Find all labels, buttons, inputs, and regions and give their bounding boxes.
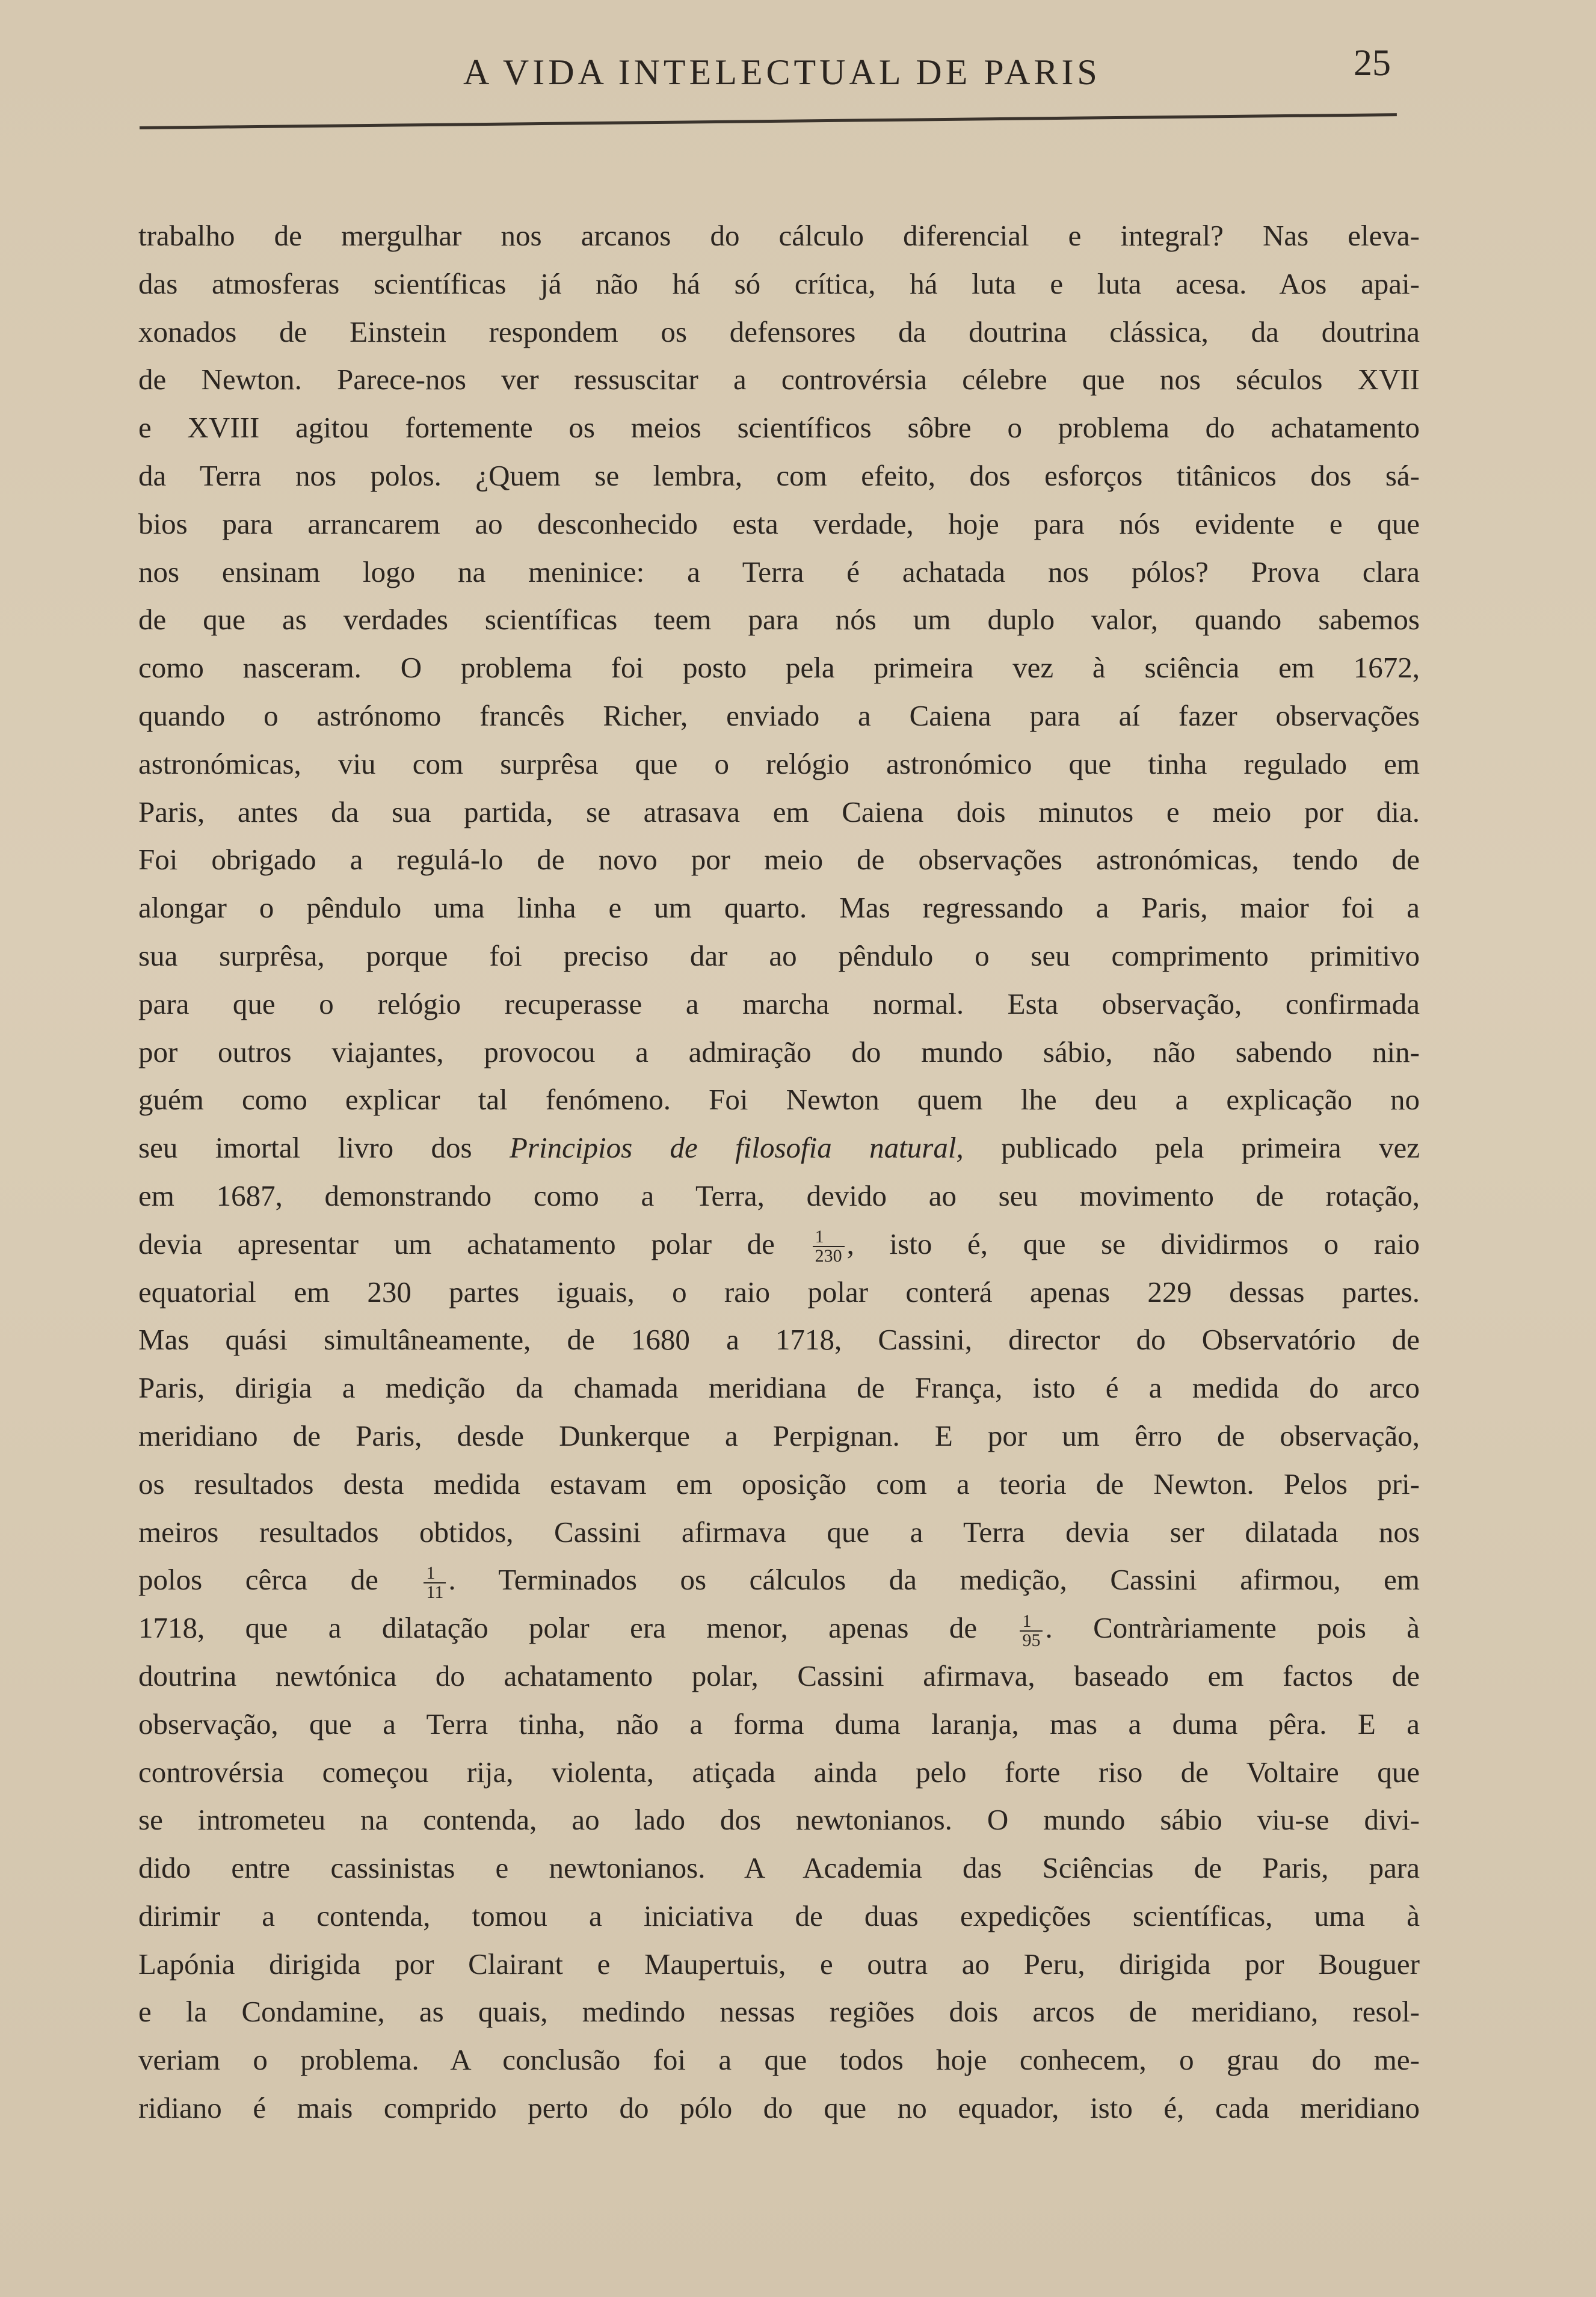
text-segment: devia apresentar um achatamento polar de — [138, 1227, 775, 1260]
fraction-denominator: 230 — [815, 1246, 842, 1266]
text-line-with-italic — [138, 1124, 1420, 1172]
body-text — [138, 212, 1420, 2132]
text-segment: polos cêrca de — [138, 1563, 378, 1597]
text-segment: seu imortal livro dos — [138, 1131, 472, 1165]
text-segment: 1718, que a dilatação polar era menor, apenas de — [138, 1611, 978, 1645]
running-title: A VIDA INTELECTUAL DE PARIS — [463, 52, 1101, 92]
fraction-numerator: 1 — [1020, 1612, 1043, 1632]
text-line: Paris, antes da sua partida, se atrasava em Caiena dois minutos e meio por dia. — [138, 795, 1420, 828]
text-line: de Newton. Parece-nos ver ressuscitar a controvérsia célebre que nos séculos XVII — [138, 363, 1420, 396]
text-line: Lapónia dirigida por Clairant e Maupertuis, e outra ao Peru, dirigida por Bouguer — [138, 1947, 1420, 1981]
text-line: meridiano de Paris, desde Dunkerque a Perpignan. E por um êrro de observação, — [138, 1419, 1420, 1452]
text-line-with-fraction — [138, 1220, 1420, 1268]
text-segment: publicado pela primeira vez — [1001, 1131, 1420, 1165]
fraction-1-230 — [813, 1228, 845, 1265]
page-number: 25 — [1354, 43, 1391, 84]
header-rule — [140, 113, 1397, 129]
text-line: sua surprêsa, porque foi preciso dar ao pêndulo o seu comprimento primitivo — [138, 939, 1420, 972]
text-line: Mas quási simultâneamente, de 1680 a 1718, Cassini, director do Observatório de — [138, 1323, 1420, 1357]
text-line: como nasceram. O problema foi posto pela primeira vez à sciência em 1672, — [138, 651, 1420, 685]
text-line: equatorial em 230 partes iguais, o raio polar conterá apenas 229 dessas partes. — [138, 1275, 1420, 1309]
fraction-1-11 — [424, 1564, 446, 1602]
fraction-numerator: 1 — [424, 1564, 446, 1583]
text-segment: . Terminados os cálculos da medição, Cassini afirmou, em — [448, 1563, 1420, 1597]
text-line: e XVIII agitou fortemente os meios scientíficos sôbre o problema do achatamento — [138, 411, 1420, 445]
text-line: alongar o pêndulo uma linha e um quarto. Mas regressando a Paris, maior foi a — [138, 891, 1420, 925]
text-line: guém como explicar tal fenómeno. Foi Newton quem lhe deu a explicação no — [138, 1083, 1420, 1117]
text-line: controvérsia começou rija, violenta, atiçada ainda pelo forte riso de Voltaire que — [138, 1755, 1420, 1789]
text-line: ridiano é mais comprido perto do pólo do que no equador, isto é, cada meridiano — [138, 2091, 1420, 2125]
text-line: quando o astrónomo francês Richer, enviado a Caiena para aí fazer observações — [138, 698, 1420, 732]
text-line: dirimir a contenda, tomou a iniciativa de duas expedições scientíficas, uma à — [138, 1899, 1420, 1932]
text-line: astronómicas, viu com surprêsa que o relógio astronómico que tinha regulado em — [138, 747, 1420, 780]
text-segment: , isto é, que se dividirmos o raio — [846, 1227, 1420, 1260]
text-line: meiros resultados obtidos, Cassini afirmava que a Terra devia ser dilatada nos — [138, 1515, 1420, 1549]
text-line: para que o relógio recuperasse a marcha normal. Esta observação, confirmada — [138, 987, 1420, 1020]
fraction-numerator: 1 — [813, 1228, 845, 1247]
text-line: se intrometeu na contenda, ao lado dos newtonianos. O mundo sábio viu-se divi- — [138, 1803, 1420, 1837]
text-line: e la Condamine, as quais, medindo nessas regiões dois arcos de meridiano, resol- — [138, 1995, 1420, 2029]
text-line: observação, que a Terra tinha, não a forma duma laranja, mas a duma pêra. E a — [138, 1707, 1420, 1740]
text-line: de que as verdades scientíficas teem para nós um duplo valor, quando sabemos — [138, 603, 1420, 637]
fraction-1-95 — [1020, 1612, 1043, 1650]
text-line: das atmosferas scientíficas já não há só crítica, há luta e luta acesa. Aos apai- — [138, 267, 1420, 300]
text-line: Paris, dirigia a medição da chamada meridiana de França, isto é a medida do arco — [138, 1371, 1420, 1405]
text-line-with-fraction — [138, 1604, 1420, 1652]
fraction-denominator: 11 — [426, 1582, 444, 1603]
text-line: por outros viajantes, provocou a admiração do mundo sábio, não sabendo nin- — [138, 1035, 1420, 1068]
text-line: xonados de Einstein respondem os defensores da doutrina clássica, da doutrina — [138, 315, 1420, 348]
text-line: em 1687, demonstrando como a Terra, devido ao seu movimento de rotação, — [138, 1179, 1420, 1212]
text-line: dido entre cassinistas e newtonianos. A Academia das Sciências de Paris, para — [138, 1851, 1420, 1885]
text-line: bios para arrancarem ao desconhecido esta verdade, hoje para nós evidente e que — [138, 507, 1420, 540]
book-title-italic: Principios de filosofia natural, — [509, 1131, 964, 1165]
text-line: nos ensinam logo na meninice: a Terra é achatada nos pólos? Prova clara — [138, 555, 1420, 588]
text-line: da Terra nos polos. ¿Quem se lembra, com efeito, dos esforços titânicos dos sá- — [138, 458, 1420, 492]
text-line: Foi obrigado a regulá-lo de novo por meio de observações astronómicas, tendo de — [138, 843, 1420, 877]
text-line-with-fraction — [138, 1556, 1420, 1604]
fraction-denominator: 95 — [1022, 1630, 1041, 1650]
text-line: os resultados desta medida estavam em oposição com a teoria de Newton. Pelos pri- — [138, 1467, 1420, 1500]
text-line: veriam o problema. A conclusão foi a que todos hoje conhecem, o grau do me- — [138, 2043, 1420, 2077]
text-segment: . Contràriamente pois à — [1045, 1611, 1420, 1645]
text-line: doutrina newtónica do achatamento polar, Cassini afirmava, baseado em factos de — [138, 1659, 1420, 1692]
text-line: trabalho de mergulhar nos arcanos do cálculo diferencial e integral? Nas eleva- — [138, 219, 1420, 252]
